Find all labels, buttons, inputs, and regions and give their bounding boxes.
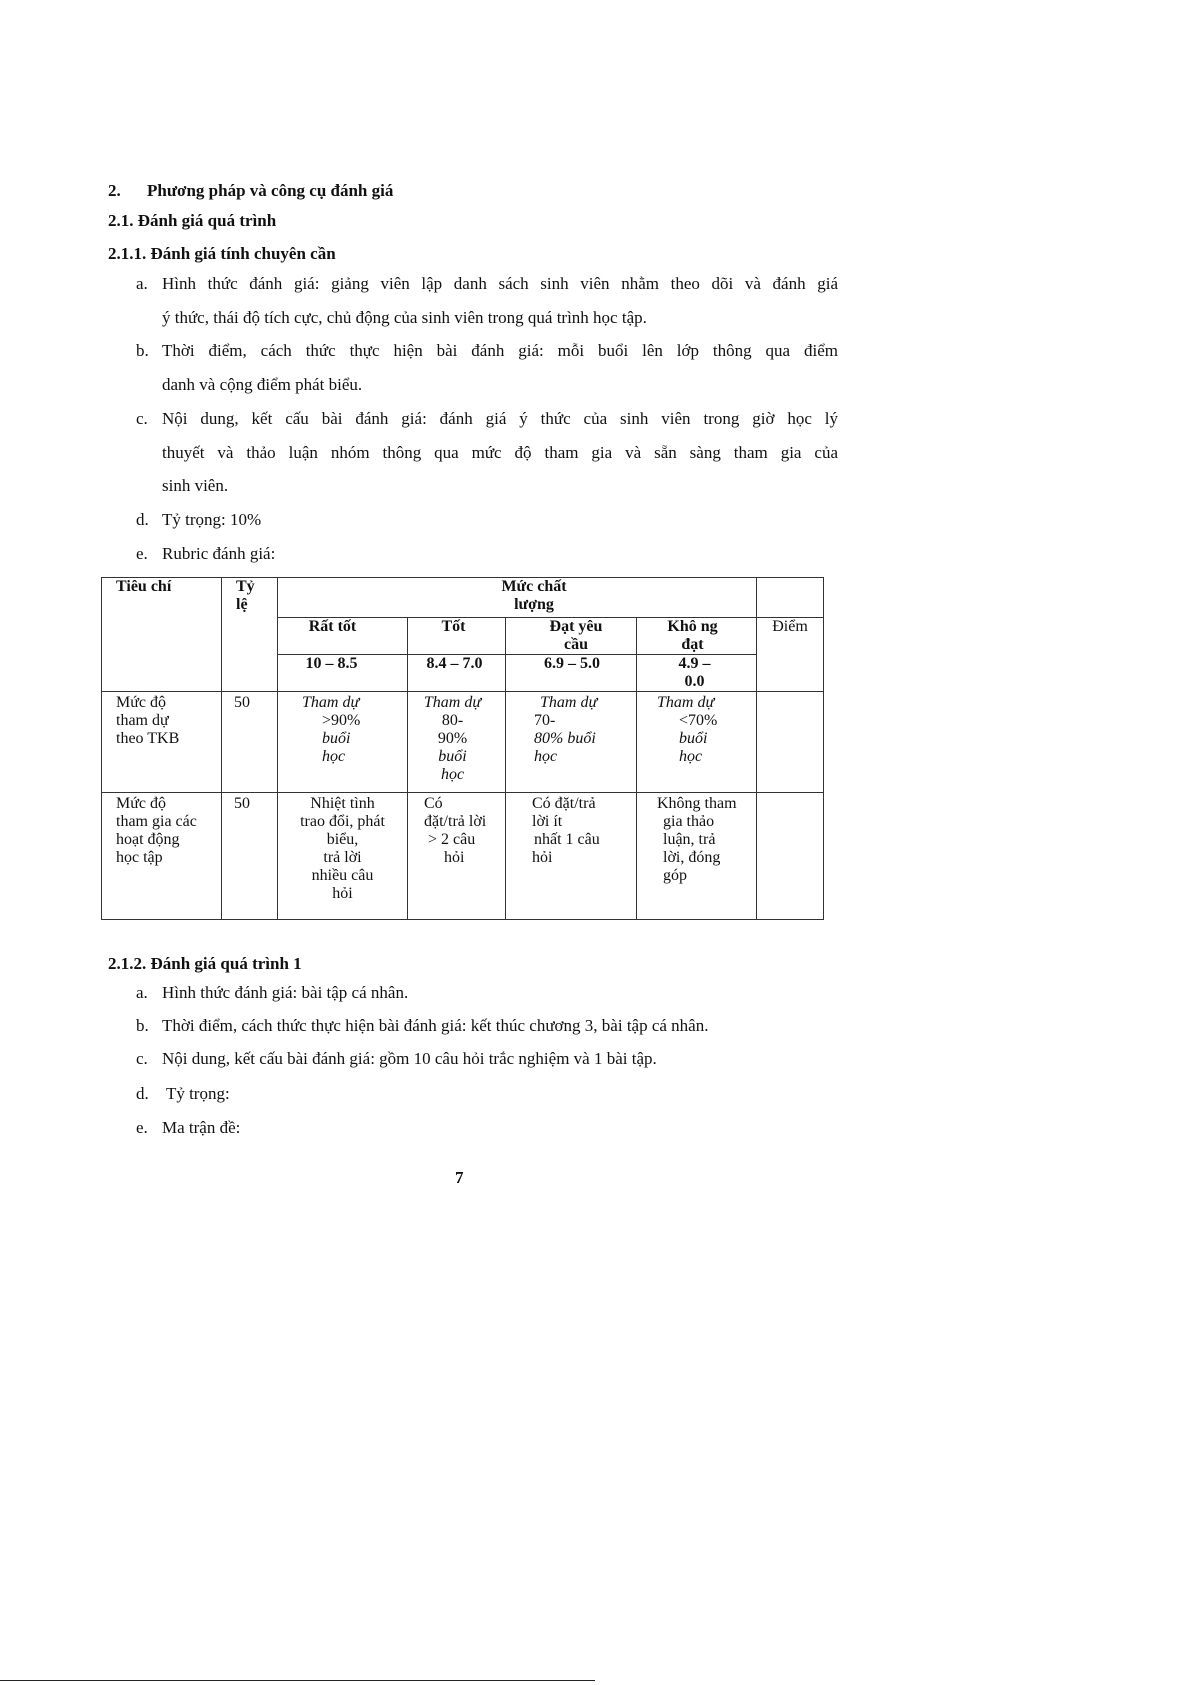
row1-cell-2 <box>408 692 506 793</box>
cell-line: buổi <box>679 730 708 747</box>
section-heading <box>108 181 393 201</box>
cell-line: 90% <box>437 730 468 747</box>
cell-line: > 2 câu <box>428 831 476 848</box>
header-level-4 <box>637 618 757 655</box>
cell-line: học <box>440 766 465 783</box>
cell-line: gia thảo <box>663 813 715 830</box>
header-ratio-line: lệ <box>236 596 248 613</box>
cell-line: nhiều câu <box>311 867 374 884</box>
criteria-line: học tập <box>116 849 163 866</box>
header-ratio <box>222 578 278 692</box>
item-line: Ma trận đề: <box>162 1118 241 1137</box>
range-3 <box>506 655 637 692</box>
item-marker: a. <box>136 274 148 293</box>
row2-cell-4 <box>637 793 757 920</box>
range-text: 6.9 – 5.0 <box>544 655 600 672</box>
section-title: Phương pháp và công cụ đánh giá <box>147 181 394 200</box>
cell-line: biểu, <box>326 831 359 848</box>
item-marker: b. <box>136 1016 149 1035</box>
cell-line: đặt/trả lời <box>424 813 487 830</box>
row1-ratio <box>222 692 278 793</box>
item-line: Rubric đánh giá: <box>162 544 276 563</box>
item-marker: d. <box>136 510 149 529</box>
cell-line: Tham dự <box>302 694 360 711</box>
cell-line: góp <box>663 867 687 884</box>
item-line: Nội dung, kết cấu bài đánh giá: đánh giá ý thức của sinh viên trong giờ học lý <box>162 409 838 428</box>
header-ratio-line: Tỷ <box>236 578 255 595</box>
cell-line: 80- <box>441 712 464 729</box>
cell-line: hỏi <box>332 885 353 902</box>
level-text: Tốt <box>441 618 466 635</box>
criteria-line: theo TKB <box>116 730 180 747</box>
level-text: cầu <box>564 636 588 653</box>
header-level-1 <box>278 618 408 655</box>
level-text: Đạt yêu <box>549 618 603 635</box>
item-marker: e. <box>136 544 148 563</box>
header-score <box>757 618 824 692</box>
criteria-line: Mức độ <box>116 795 166 812</box>
item-line: Tỷ trọng: <box>162 1084 230 1103</box>
cell-line: luận, trả <box>663 831 716 848</box>
row1-criteria <box>102 692 222 793</box>
cell-line: Có đặt/trả <box>532 795 596 812</box>
rubric-table <box>101 577 824 920</box>
row1-cell-3 <box>506 692 637 793</box>
cell-line: 80% buổi <box>534 730 596 747</box>
criteria-line: tham dự <box>116 712 169 729</box>
header-blank <box>757 578 824 618</box>
range-text: 8.4 – 7.0 <box>426 655 483 672</box>
cell-line: Tham dự <box>657 694 715 711</box>
row1-cell-4 <box>637 692 757 793</box>
row1-cell-1 <box>278 692 408 793</box>
subsubsection-title-211: 2.1.1. Đánh giá tính chuyên cần <box>108 244 336 263</box>
item-line: thuyết và thảo luận nhóm thông qua mức độ tham gia và sẵn sàng tham gia của <box>162 443 838 462</box>
cell-line: buổi <box>438 748 467 765</box>
row2-cell-3 <box>506 793 637 920</box>
row2-criteria <box>102 793 222 920</box>
cell-line: hỏi <box>532 849 553 866</box>
item-line: Hình thức đánh giá: bài tập cá nhân. <box>162 983 409 1002</box>
cell-line: lời ít <box>532 813 563 830</box>
cell-line: hỏi <box>444 849 465 866</box>
range-text: 0.0 <box>684 673 705 690</box>
item-line: sinh viên. <box>162 476 229 495</box>
cell-line: học <box>679 748 703 765</box>
cell-line: học <box>322 748 346 765</box>
cell-line: Tham dự <box>540 694 598 711</box>
item-line: Thời điểm, cách thức thực hiện bài đánh giá: kết thúc chương 3, bài tập cá nhân. <box>162 1016 709 1035</box>
cell-line: lời, đóng <box>663 849 721 866</box>
section-number: 2. <box>108 181 121 200</box>
header-level-3 <box>506 618 637 655</box>
item-marker: a. <box>136 983 148 1002</box>
row2-score <box>757 793 824 920</box>
item-marker: b. <box>136 341 149 360</box>
header-quality-line: lượng <box>514 596 554 613</box>
item-marker: d. <box>136 1084 149 1103</box>
page-number: 7 <box>455 1168 464 1187</box>
footer-rule <box>0 1680 595 1681</box>
criteria-line: hoạt động <box>116 831 180 848</box>
cell-line: trao đổi, phát <box>300 813 385 830</box>
header-criteria <box>102 578 222 692</box>
range-text: 4.9 – <box>678 655 711 672</box>
cell-line: nhất 1 câu <box>534 831 600 848</box>
ratio-text: 50 <box>234 694 250 711</box>
criteria-line: tham gia các <box>116 813 197 830</box>
row1-score <box>757 692 824 793</box>
table-row <box>102 793 824 920</box>
header-quality <box>278 578 757 618</box>
cell-line: trả lời <box>323 849 362 866</box>
table-row <box>102 692 824 793</box>
cell-line: học <box>534 748 558 765</box>
cell-line: buổi <box>322 730 351 747</box>
item-line: Nội dung, kết cấu bài đánh giá: gồm 10 câu hỏi trắc nghiệm và 1 bài tập. <box>162 1049 657 1068</box>
ratio-text: 50 <box>234 795 250 812</box>
row2-cell-2 <box>408 793 506 920</box>
cell-line: >90% <box>322 712 361 729</box>
range-text: 10 – 8.5 <box>305 655 358 672</box>
subsection-title: 2.1. Đánh giá quá trình <box>108 211 277 230</box>
item-marker: e. <box>136 1118 148 1137</box>
cell-line: Có <box>424 795 443 812</box>
item-line: Tỷ trọng: 10% <box>162 510 262 529</box>
range-4 <box>637 655 757 692</box>
row2-cell-1 <box>278 793 408 920</box>
header-level-2 <box>408 618 506 655</box>
item-marker: c. <box>136 409 148 428</box>
row2-ratio <box>222 793 278 920</box>
criteria-line: Mức độ <box>116 694 166 711</box>
header-criteria-text: Tiêu chí <box>116 578 172 595</box>
cell-line: Nhiệt tình <box>310 795 375 812</box>
item-line: Thời điểm, cách thức thực hiện bài đánh giá: mỗi buổi lên lớp thông qua điểm <box>162 341 838 360</box>
level-text: đạt <box>681 636 704 653</box>
cell-line: 70- <box>534 712 556 729</box>
level-text: Rất tốt <box>308 618 357 635</box>
range-1 <box>278 655 408 692</box>
score-text: Điểm <box>772 618 808 635</box>
cell-line: Không tham <box>657 795 737 812</box>
cell-line: Tham dự <box>423 694 482 711</box>
item-line: Hình thức đánh giá: giảng viên lập danh sách sinh viên nhằm theo dõi và đánh giá <box>162 274 838 293</box>
cell-line: <70% <box>679 712 718 729</box>
level-text: Khô ng <box>667 618 718 635</box>
subsubsection-title-212: 2.1.2. Đánh giá quá trình 1 <box>108 954 302 973</box>
header-quality-line: Mức chất <box>501 578 567 595</box>
item-marker: c. <box>136 1049 148 1068</box>
item-line: danh và cộng điểm phát biểu. <box>162 375 363 394</box>
item-line: ý thức, thái độ tích cực, chủ động của sinh viên trong quá trình học tập. <box>162 308 647 327</box>
range-2 <box>408 655 506 692</box>
